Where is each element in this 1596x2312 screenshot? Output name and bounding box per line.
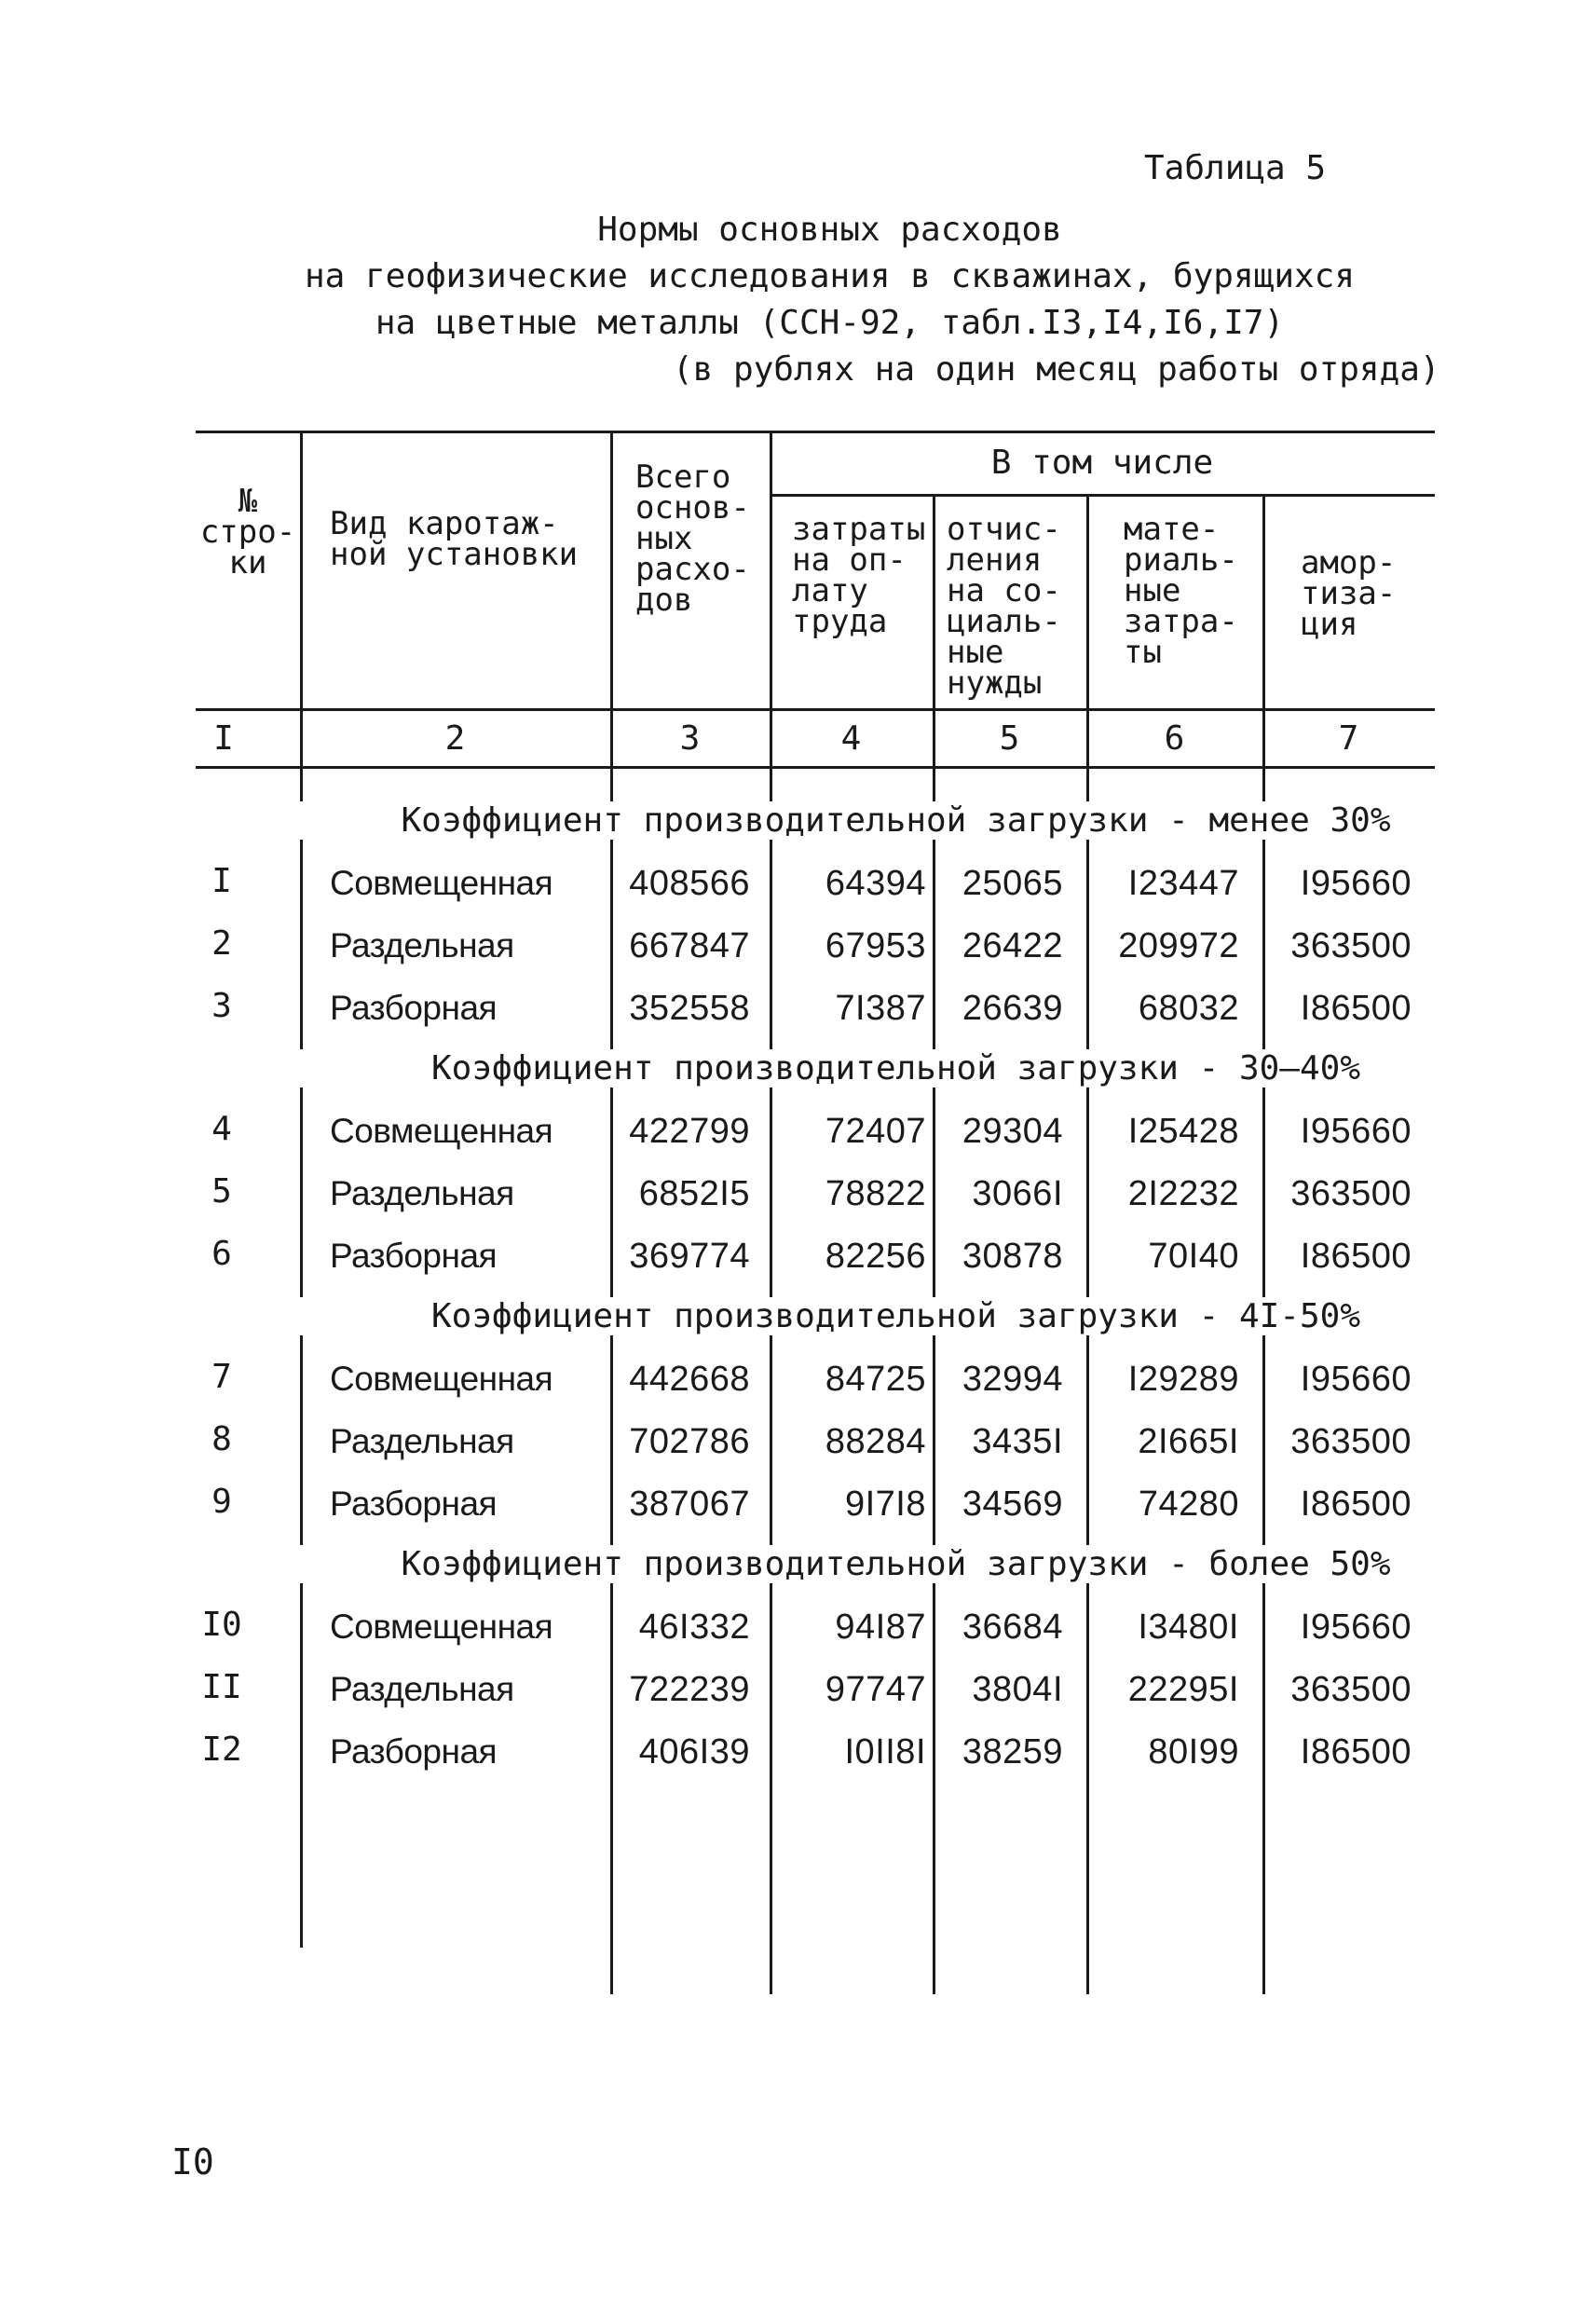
amortization-value: I86500 (1300, 1237, 1412, 1276)
column-number-3: 3 (679, 719, 701, 758)
social-value: 3804I (972, 1670, 1063, 1709)
installation-type: Раздельная (330, 1670, 514, 1708)
amortization-value: I95660 (1300, 1112, 1412, 1151)
section-title: Коэффициент производительной загрузки - 4I-50% (0, 1297, 1596, 1335)
social-value: 25065 (962, 864, 1063, 903)
social-value: 38259 (962, 1732, 1063, 1772)
total-costs-value: 352558 (629, 989, 750, 1028)
amortization-value: I86500 (1300, 989, 1412, 1028)
row-number: II (201, 1668, 242, 1706)
amortization-value: I86500 (1300, 1732, 1412, 1772)
installation-type: Раздельная (330, 1174, 514, 1212)
row-number: 6 (211, 1235, 232, 1273)
column-number-5: 5 (999, 719, 1020, 758)
amortization-value: I86500 (1300, 1484, 1412, 1524)
materials-value: 22295I (1127, 1670, 1239, 1709)
materials-value: I23447 (1127, 864, 1239, 903)
total-costs-value: 369774 (629, 1237, 750, 1276)
amortization-value: 363500 (1290, 926, 1412, 965)
social-value: 29304 (962, 1112, 1063, 1151)
row-number: 9 (211, 1483, 232, 1521)
column-number-6: 6 (1164, 719, 1185, 758)
total-costs-value: 387067 (629, 1484, 750, 1524)
row-number: 3 (211, 987, 232, 1025)
header-materials: мате- риаль- ные затра- ты (1124, 511, 1238, 671)
wages-value: 94I87 (835, 1607, 926, 1647)
installation-type: Совмещенная (330, 1607, 553, 1646)
total-costs-value: 702786 (629, 1422, 750, 1461)
materials-value: 209972 (1118, 926, 1239, 965)
total-costs-value: 667847 (629, 926, 750, 965)
header-social: отчис- ления на со- циаль- ные нужды (947, 511, 1061, 702)
total-costs-value: 722239 (629, 1670, 750, 1709)
materials-value: 80I99 (1148, 1732, 1239, 1772)
title-line-1: Нормы основных расходов (597, 211, 1062, 249)
total-costs-value: 408566 (629, 864, 750, 903)
wages-value: 97747 (825, 1670, 926, 1709)
total-costs-value: 406I39 (638, 1732, 750, 1772)
header-total: Всего основ- ных расхо- дов (635, 458, 750, 619)
row-number: I (211, 862, 232, 900)
total-costs-value: 6852I5 (638, 1174, 750, 1213)
column-number-4: 4 (840, 719, 862, 758)
title-line-2: на геофизические исследования в скважинах, бурящихся (304, 257, 1356, 295)
row-number: 2 (211, 924, 232, 963)
installation-type: Совмещенная (330, 864, 553, 902)
wages-value: 82256 (825, 1237, 926, 1276)
materials-value: 2I2232 (1127, 1174, 1239, 1213)
units-note: (в рублях на один месяц работы отряда) (673, 350, 1440, 389)
installation-type: Раздельная (330, 926, 514, 964)
wages-value: 7I387 (835, 989, 926, 1028)
total-costs-value: 422799 (629, 1112, 750, 1151)
materials-value: I29289 (1127, 1360, 1239, 1399)
installation-type: Раздельная (330, 1422, 514, 1460)
social-value: 3435I (972, 1422, 1063, 1461)
social-value: 32994 (962, 1360, 1063, 1399)
materials-value: 2I665I (1138, 1422, 1239, 1461)
materials-value: I3480I (1138, 1607, 1239, 1647)
table-label: Таблица 5 (1144, 149, 1327, 187)
social-value: 26639 (962, 989, 1063, 1028)
amortization-value: I95660 (1300, 1607, 1412, 1647)
total-costs-value: 46I332 (638, 1607, 750, 1647)
wages-value: 78822 (825, 1174, 926, 1213)
column-number-1: I (213, 719, 234, 758)
wages-value: I0II8I (844, 1732, 926, 1772)
social-value: 34569 (962, 1484, 1063, 1524)
header-installation-type: Вид каротаж- ной установки (330, 505, 579, 573)
section-title: Коэффициент производительной загрузки - более 50% (0, 1545, 1596, 1583)
materials-value: 74280 (1138, 1484, 1239, 1524)
section-title: Коэффициент производительной загрузки - менее 30% (0, 801, 1596, 840)
row-number: I0 (201, 1606, 242, 1644)
wages-value: 67953 (825, 926, 926, 965)
materials-value: I25428 (1127, 1112, 1239, 1151)
amortization-value: I95660 (1300, 864, 1412, 903)
row-number: 5 (211, 1172, 232, 1211)
materials-value: 70I40 (1148, 1237, 1239, 1276)
installation-type: Разборная (330, 1237, 498, 1275)
total-costs-value: 442668 (629, 1360, 750, 1399)
amortization-value: 363500 (1290, 1422, 1412, 1461)
title-line-3: на цветные металлы (ССН-92, табл.I3,I4,I6,I7) (375, 304, 1285, 342)
amortization-value: 363500 (1290, 1670, 1412, 1709)
materials-value: 68032 (1138, 989, 1239, 1028)
header-row-number: № стро- ки (199, 483, 296, 581)
social-value: 3066I (972, 1174, 1063, 1213)
header-amortization: амор- тиза- ция (1301, 544, 1397, 643)
amortization-value: I95660 (1300, 1360, 1412, 1399)
row-number: 8 (211, 1420, 232, 1458)
installation-type: Разборная (330, 1484, 498, 1523)
header-wages: затраты на оп- лату труда (792, 511, 926, 640)
wages-value: 84725 (825, 1360, 926, 1399)
row-number: 7 (211, 1358, 232, 1396)
header-including: В том числе (990, 444, 1214, 482)
installation-type: Совмещенная (330, 1112, 553, 1150)
installation-type: Совмещенная (330, 1360, 553, 1398)
column-number-2: 2 (444, 719, 466, 758)
wages-value: 72407 (825, 1112, 926, 1151)
wages-value: 88284 (825, 1422, 926, 1461)
page-number: I0 (171, 2141, 214, 2182)
row-number: I2 (201, 1731, 242, 1769)
wages-value: 9I7I8 (844, 1484, 926, 1524)
social-value: 30878 (962, 1237, 1063, 1276)
social-value: 26422 (962, 926, 1063, 965)
amortization-value: 363500 (1290, 1174, 1412, 1213)
installation-type: Разборная (330, 989, 498, 1027)
row-number: 4 (211, 1110, 232, 1148)
installation-type: Разборная (330, 1732, 498, 1771)
section-title: Коэффициент производительной загрузки - 30–40% (0, 1049, 1596, 1088)
wages-value: 64394 (825, 864, 926, 903)
column-number-7: 7 (1338, 719, 1359, 758)
social-value: 36684 (962, 1607, 1063, 1647)
